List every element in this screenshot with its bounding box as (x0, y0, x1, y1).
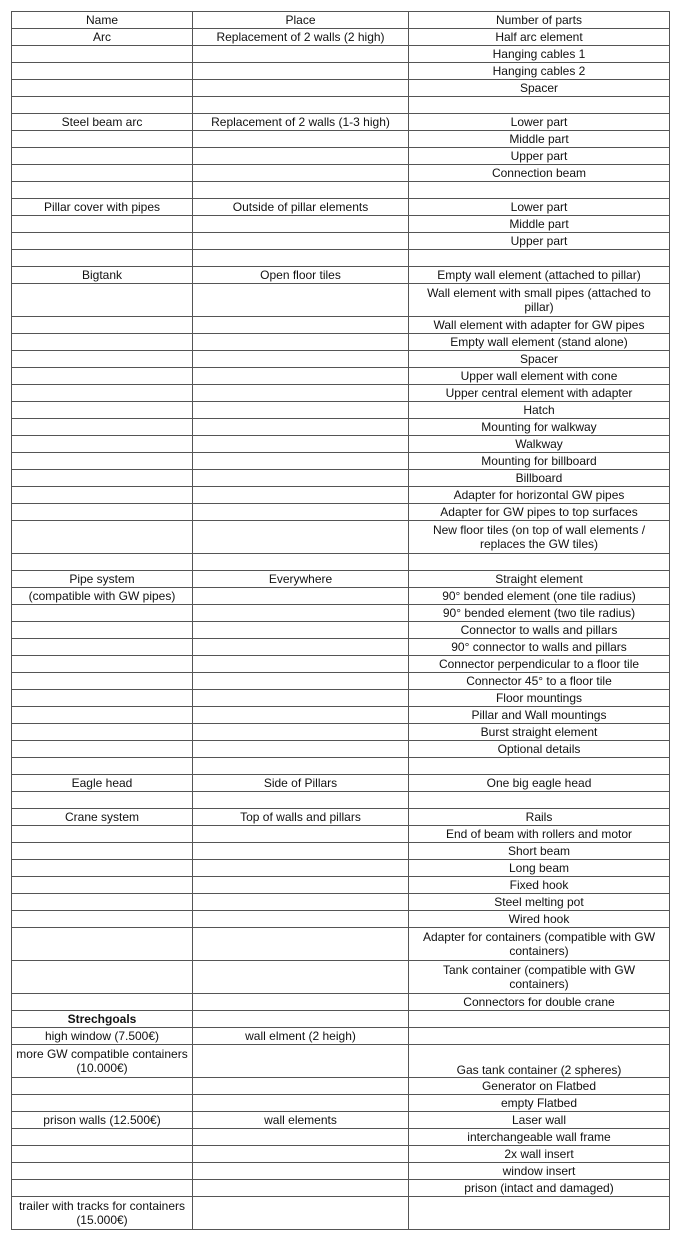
cell-name (12, 605, 193, 622)
table-row (12, 994, 670, 1011)
table-row (12, 826, 670, 843)
cell-part: Wired hook (409, 911, 670, 928)
cell-name (12, 402, 193, 419)
cell-part: Lower part (409, 114, 670, 131)
cell-part: End of beam with rollers and motor (409, 826, 670, 843)
table-row (12, 775, 670, 792)
table-row (12, 402, 670, 419)
cell-place (193, 724, 409, 741)
cell-name: Bigtank (12, 267, 193, 284)
cell-name: more GW compatible containers (10.000€) (12, 1045, 193, 1078)
cell-place (193, 487, 409, 504)
cell-name (12, 317, 193, 334)
cell-part: Spacer (409, 80, 670, 97)
table-row (12, 199, 670, 216)
cell-name (12, 504, 193, 521)
cell-name (12, 860, 193, 877)
cell-place (193, 470, 409, 487)
cell-name (12, 1129, 193, 1146)
cell-place (193, 368, 409, 385)
table-row (12, 1163, 670, 1180)
cell-name: prison walls (12.500€) (12, 1112, 193, 1129)
cell-place (193, 436, 409, 453)
cell-part: Rails (409, 809, 670, 826)
table-row (12, 605, 670, 622)
table-row (12, 554, 670, 571)
cell-place (193, 622, 409, 639)
cell-place (193, 1197, 409, 1230)
cell-place (193, 351, 409, 368)
cell-place (193, 402, 409, 419)
cell-name (12, 216, 193, 233)
cell-part: Spacer (409, 351, 670, 368)
cell-place (193, 80, 409, 97)
cell-part: Middle part (409, 131, 670, 148)
cell-place (193, 504, 409, 521)
cell-place (193, 453, 409, 470)
cell-place (193, 63, 409, 80)
table-row (12, 487, 670, 504)
cell-part: Upper part (409, 148, 670, 165)
cell-part: 90° connector to walls and pillars (409, 639, 670, 656)
table-row (12, 928, 670, 961)
cell-name (12, 351, 193, 368)
cell-part: Empty wall element (attached to pillar) (409, 267, 670, 284)
cell-place (193, 317, 409, 334)
cell-name (12, 1163, 193, 1180)
cell-place (193, 1146, 409, 1163)
cell-name (12, 826, 193, 843)
table-row (12, 1078, 670, 1095)
table-row (12, 1112, 670, 1129)
cell-place (193, 1163, 409, 1180)
cell-part: Floor mountings (409, 690, 670, 707)
cell-place (193, 1045, 409, 1078)
cell-place (193, 1129, 409, 1146)
cell-part: Upper central element with adapter (409, 385, 670, 402)
cell-place (193, 656, 409, 673)
table-row (12, 63, 670, 80)
cell-place (193, 826, 409, 843)
table-row (12, 588, 670, 605)
cell-part: Hanging cables 1 (409, 46, 670, 63)
table-row (12, 707, 670, 724)
cell-part: Hatch (409, 402, 670, 419)
cell-part: Empty wall element (stand alone) (409, 334, 670, 351)
table-row (12, 250, 670, 267)
table-row (12, 1146, 670, 1163)
table-row (12, 80, 670, 97)
table-row (12, 334, 670, 351)
cell-name (12, 1146, 193, 1163)
table-row (12, 182, 670, 199)
table-row (12, 436, 670, 453)
cell-part: Connector perpendicular to a floor tile (409, 656, 670, 673)
table-row (12, 758, 670, 775)
cell-part (409, 554, 670, 571)
table-row (12, 504, 670, 521)
cell-name (12, 80, 193, 97)
cell-place (193, 741, 409, 758)
header-parts: Number of parts (409, 12, 670, 29)
cell-place: Replacement of 2 walls (2 high) (193, 29, 409, 46)
table-row (12, 1197, 670, 1230)
cell-part: Long beam (409, 860, 670, 877)
cell-part: Tank container (compatible with GW containers) (409, 961, 670, 994)
cell-name (12, 385, 193, 402)
table-row (12, 1045, 670, 1078)
cell-name (12, 928, 193, 961)
cell-place: Outside of pillar elements (193, 199, 409, 216)
table-row (12, 368, 670, 385)
cell-place (193, 961, 409, 994)
table-row (12, 267, 670, 284)
cell-place (193, 792, 409, 809)
cell-name (12, 911, 193, 928)
cell-place: Open floor tiles (193, 267, 409, 284)
cell-name (12, 707, 193, 724)
cell-part: 90° bended element (two tile radius) (409, 605, 670, 622)
cell-part (409, 1011, 670, 1028)
header-row (12, 12, 670, 29)
cell-name: (compatible with GW pipes) (12, 588, 193, 605)
cell-place (193, 911, 409, 928)
table-row (12, 419, 670, 436)
cell-place: Top of walls and pillars (193, 809, 409, 826)
cell-part: Half arc element (409, 29, 670, 46)
cell-place (193, 994, 409, 1011)
parts-table (11, 11, 670, 1230)
cell-name (12, 487, 193, 504)
cell-place (193, 758, 409, 775)
cell-part: New floor tiles (on top of wall elements / replaces the GW tiles) (409, 521, 670, 554)
cell-name (12, 894, 193, 911)
table-row (12, 114, 670, 131)
cell-part: Walkway (409, 436, 670, 453)
parts-table-body (12, 12, 670, 1230)
table-row (12, 1129, 670, 1146)
cell-part: One big eagle head (409, 775, 670, 792)
cell-name: Steel beam arc (12, 114, 193, 131)
cell-name (12, 165, 193, 182)
cell-place: wall elements (193, 1112, 409, 1129)
cell-place (193, 877, 409, 894)
cell-name (12, 961, 193, 994)
cell-place (193, 165, 409, 182)
cell-name (12, 436, 193, 453)
cell-name: Eagle head (12, 775, 193, 792)
cell-place (193, 673, 409, 690)
cell-place (193, 1011, 409, 1028)
cell-part (409, 250, 670, 267)
cell-part: Steel melting pot (409, 894, 670, 911)
cell-part: 90° bended element (one tile radius) (409, 588, 670, 605)
cell-name (12, 419, 193, 436)
cell-place (193, 1095, 409, 1112)
table-row (12, 656, 670, 673)
cell-place (193, 894, 409, 911)
cell-part: Lower part (409, 199, 670, 216)
table-row (12, 843, 670, 860)
cell-place (193, 284, 409, 317)
cell-part: Laser wall (409, 1112, 670, 1129)
cell-name (12, 1078, 193, 1095)
table-row (12, 148, 670, 165)
cell-part: empty Flatbed (409, 1095, 670, 1112)
cell-name (12, 622, 193, 639)
table-row (12, 860, 670, 877)
table-row (12, 317, 670, 334)
cell-part: Burst straight element (409, 724, 670, 741)
cell-part (409, 758, 670, 775)
cell-part: Adapter for GW pipes to top surfaces (409, 504, 670, 521)
cell-part: Hanging cables 2 (409, 63, 670, 80)
cell-place: Side of Pillars (193, 775, 409, 792)
cell-part: Middle part (409, 216, 670, 233)
table-row (12, 46, 670, 63)
table-row (12, 29, 670, 46)
cell-place (193, 554, 409, 571)
table-row (12, 690, 670, 707)
cell-part: Short beam (409, 843, 670, 860)
cell-place (193, 250, 409, 267)
cell-name (12, 554, 193, 571)
cell-part: Fixed hook (409, 877, 670, 894)
table-row (12, 521, 670, 554)
cell-part: Adapter for containers (compatible with GW containers) (409, 928, 670, 961)
table-row (12, 1095, 670, 1112)
table-row (12, 470, 670, 487)
cell-part: window insert (409, 1163, 670, 1180)
table-row (12, 724, 670, 741)
cell-place (193, 605, 409, 622)
table-row (12, 622, 670, 639)
header-place: Place (193, 12, 409, 29)
cell-part: Optional details (409, 741, 670, 758)
cell-place (193, 1180, 409, 1197)
cell-name (12, 148, 193, 165)
table-row (12, 961, 670, 994)
cell-part: Billboard (409, 470, 670, 487)
cell-name: Strechgoals (12, 1011, 193, 1028)
cell-name: Arc (12, 29, 193, 46)
cell-name (12, 250, 193, 267)
cell-place (193, 131, 409, 148)
cell-name (12, 521, 193, 554)
cell-part: prison (intact and damaged) (409, 1180, 670, 1197)
table-row (12, 571, 670, 588)
table-row (12, 351, 670, 368)
cell-name (12, 63, 193, 80)
cell-place (193, 1078, 409, 1095)
cell-name (12, 1095, 193, 1112)
table-row (12, 894, 670, 911)
cell-place (193, 216, 409, 233)
cell-part (409, 1028, 670, 1045)
table-row (12, 131, 670, 148)
cell-place (193, 639, 409, 656)
cell-place (193, 233, 409, 250)
cell-name (12, 46, 193, 63)
cell-part: Wall element with small pipes (attached to pillar) (409, 284, 670, 317)
cell-part: Straight element (409, 571, 670, 588)
cell-part (409, 1197, 670, 1230)
header-name: Name (12, 12, 193, 29)
table-row (12, 284, 670, 317)
cell-place (193, 928, 409, 961)
cell-part (409, 182, 670, 199)
cell-place (193, 148, 409, 165)
cell-part (409, 792, 670, 809)
cell-name (12, 741, 193, 758)
cell-name (12, 470, 193, 487)
cell-name (12, 639, 193, 656)
cell-part: 2x wall insert (409, 1146, 670, 1163)
cell-part: Connector to walls and pillars (409, 622, 670, 639)
cell-name (12, 131, 193, 148)
cell-name (12, 843, 193, 860)
cell-part: Upper part (409, 233, 670, 250)
cell-name (12, 182, 193, 199)
cell-place (193, 419, 409, 436)
cell-part: Connector 45° to a floor tile (409, 673, 670, 690)
cell-name (12, 758, 193, 775)
cell-place (193, 182, 409, 199)
table-row (12, 1028, 670, 1045)
table-row (12, 809, 670, 826)
cell-part: Gas tank container (2 spheres) (409, 1045, 670, 1078)
table-row (12, 741, 670, 758)
table-row (12, 233, 670, 250)
table-row (12, 877, 670, 894)
cell-name (12, 284, 193, 317)
cell-name (12, 334, 193, 351)
cell-place: Everywhere (193, 571, 409, 588)
cell-part: Generator on Flatbed (409, 1078, 670, 1095)
table-row (12, 673, 670, 690)
cell-part: Mounting for walkway (409, 419, 670, 436)
cell-place (193, 385, 409, 402)
cell-place (193, 334, 409, 351)
cell-part: Pillar and Wall mountings (409, 707, 670, 724)
cell-place (193, 843, 409, 860)
table-row (12, 97, 670, 114)
cell-place (193, 707, 409, 724)
cell-name: Pipe system (12, 571, 193, 588)
cell-place (193, 97, 409, 114)
cell-name (12, 656, 193, 673)
cell-part (409, 97, 670, 114)
table-row (12, 165, 670, 182)
cell-part: Upper wall element with cone (409, 368, 670, 385)
table-row (12, 639, 670, 656)
table-row (12, 911, 670, 928)
cell-place: wall elment (2 heigh) (193, 1028, 409, 1045)
cell-name (12, 97, 193, 114)
table-row (12, 216, 670, 233)
table-row (12, 792, 670, 809)
cell-name (12, 453, 193, 470)
cell-name (12, 233, 193, 250)
cell-part: Connectors for double crane (409, 994, 670, 1011)
cell-name (12, 1180, 193, 1197)
table-row (12, 385, 670, 402)
cell-place (193, 860, 409, 877)
cell-name (12, 368, 193, 385)
cell-name (12, 673, 193, 690)
cell-place: Replacement of 2 walls (1-3 high) (193, 114, 409, 131)
cell-place (193, 46, 409, 63)
cell-name: Pillar cover with pipes (12, 199, 193, 216)
cell-place (193, 690, 409, 707)
cell-name: trailer with tracks for containers (15.000€) (12, 1197, 193, 1230)
cell-name (12, 690, 193, 707)
cell-place (193, 521, 409, 554)
cell-name (12, 724, 193, 741)
cell-name (12, 877, 193, 894)
cell-part: interchangeable wall frame (409, 1129, 670, 1146)
cell-name: high window (7.500€) (12, 1028, 193, 1045)
table-row (12, 453, 670, 470)
cell-name (12, 994, 193, 1011)
cell-part: Mounting for billboard (409, 453, 670, 470)
cell-name: Crane system (12, 809, 193, 826)
table-row (12, 1180, 670, 1197)
cell-part: Connection beam (409, 165, 670, 182)
cell-part: Adapter for horizontal GW pipes (409, 487, 670, 504)
table-row (12, 1011, 670, 1028)
cell-part: Wall element with adapter for GW pipes (409, 317, 670, 334)
cell-place (193, 588, 409, 605)
cell-name (12, 792, 193, 809)
